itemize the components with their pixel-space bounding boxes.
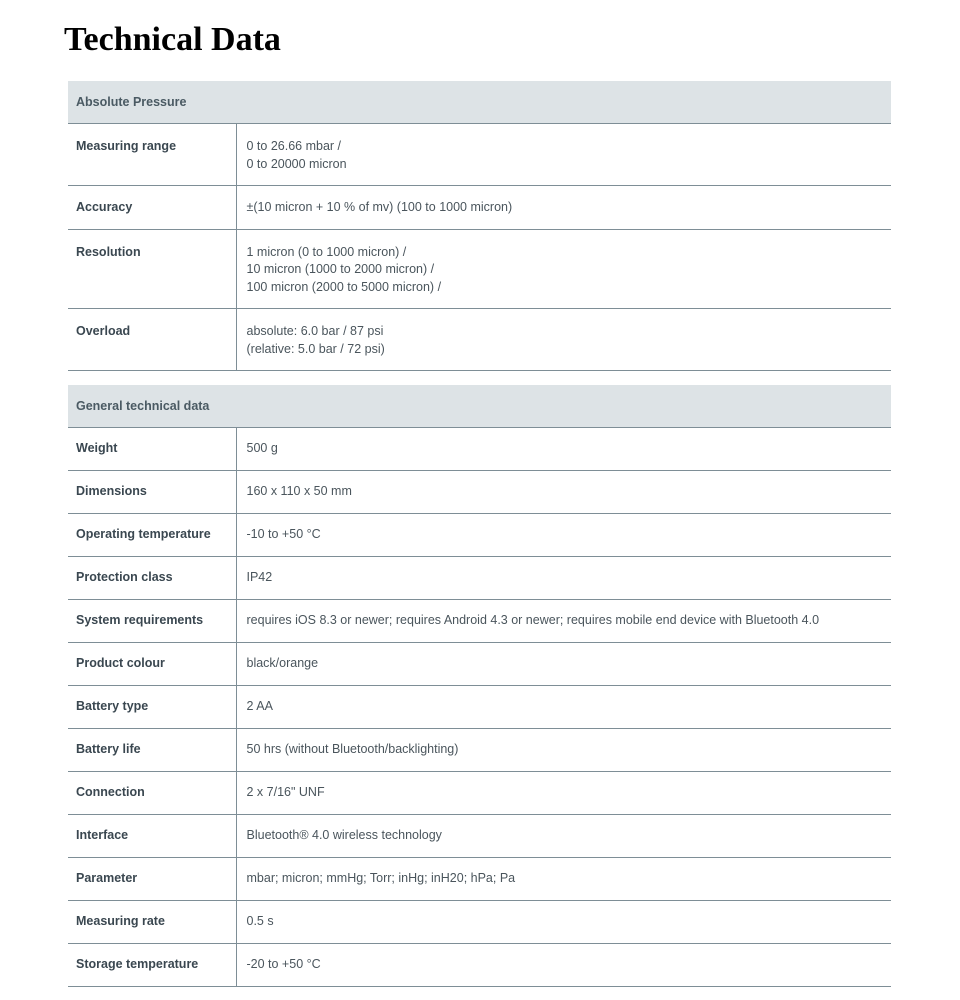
page-title: Technical Data [64, 21, 281, 58]
value-line: 10 micron (1000 to 2000 micron) / [246, 262, 435, 276]
table-row [68, 729, 891, 772]
table-row [68, 944, 891, 987]
row-label: Measuring range [68, 124, 236, 186]
row-value: requires iOS 8.3 or newer; requires Android 4.3 or newer; requires mobile end device with Bluetooth 4.0 [236, 600, 891, 643]
table-row [68, 600, 891, 643]
table-row [68, 309, 891, 371]
row-label: Dimensions [68, 471, 236, 514]
section-header-row [68, 385, 891, 428]
row-value [236, 124, 891, 186]
row-value: -20 to +50 °C [236, 944, 891, 987]
row-label: Product colour [68, 643, 236, 686]
section-heading: Absolute Pressure [68, 81, 891, 124]
row-label: Operating temperature [68, 514, 236, 557]
row-label: Battery life [68, 729, 236, 772]
row-label: Resolution [68, 229, 236, 309]
table-row [68, 858, 891, 901]
value-line: 0 to 20000 micron [246, 156, 347, 171]
section-header-row [68, 81, 891, 124]
value-line: 0 to 26.66 mbar / [246, 139, 342, 153]
row-label: Storage temperature [68, 944, 236, 987]
table-row [68, 514, 891, 557]
row-value: black/orange [236, 643, 891, 686]
row-label: Protection class [68, 557, 236, 600]
row-value: -10 to +50 °C [236, 514, 891, 557]
table-row [68, 815, 891, 858]
table-row [68, 557, 891, 600]
table-row [68, 772, 891, 815]
section-heading: General technical data [68, 385, 891, 428]
value-line: 100 micron (2000 to 5000 micron) / [246, 279, 442, 294]
row-value: 0.5 s [236, 901, 891, 944]
row-value: 160 x 110 x 50 mm [236, 471, 891, 514]
row-value: mbar; micron; mmHg; Torr; inHg; inH20; hPa; Pa [236, 858, 891, 901]
row-label: Weight [68, 428, 236, 471]
row-label: Measuring rate [68, 901, 236, 944]
table-row [68, 124, 891, 186]
row-label: Battery type [68, 686, 236, 729]
row-label: Connection [68, 772, 236, 815]
general-technical-data-table [68, 385, 891, 987]
row-value: 2 AA [236, 686, 891, 729]
table-row [68, 471, 891, 514]
table-row [68, 686, 891, 729]
table-row [68, 229, 891, 309]
row-value [236, 229, 891, 309]
table-row [68, 901, 891, 944]
table-row [68, 428, 891, 471]
row-value: 2 x 7/16" UNF [236, 772, 891, 815]
row-value: 50 hrs (without Bluetooth/backlighting) [236, 729, 891, 772]
table-row [68, 643, 891, 686]
absolute-pressure-table [68, 81, 891, 371]
row-value: 500 g [236, 428, 891, 471]
value-line: absolute: 6.0 bar / 87 psi [246, 324, 384, 338]
row-value: IP42 [236, 557, 891, 600]
row-value: Bluetooth® 4.0 wireless technology [236, 815, 891, 858]
row-label: Overload [68, 309, 236, 371]
row-label: Accuracy [68, 186, 236, 230]
value-line: 1 micron (0 to 1000 micron) / [246, 244, 407, 259]
row-value [236, 309, 891, 371]
row-label: System requirements [68, 600, 236, 643]
row-label: Interface [68, 815, 236, 858]
value-line: ±(10 micron + 10 % of mv) (100 to 1000 micron) [246, 200, 513, 214]
table-row [68, 186, 891, 230]
row-label: Parameter [68, 858, 236, 901]
value-line: (relative: 5.0 bar / 72 psi) [246, 341, 385, 356]
row-value [236, 186, 891, 230]
